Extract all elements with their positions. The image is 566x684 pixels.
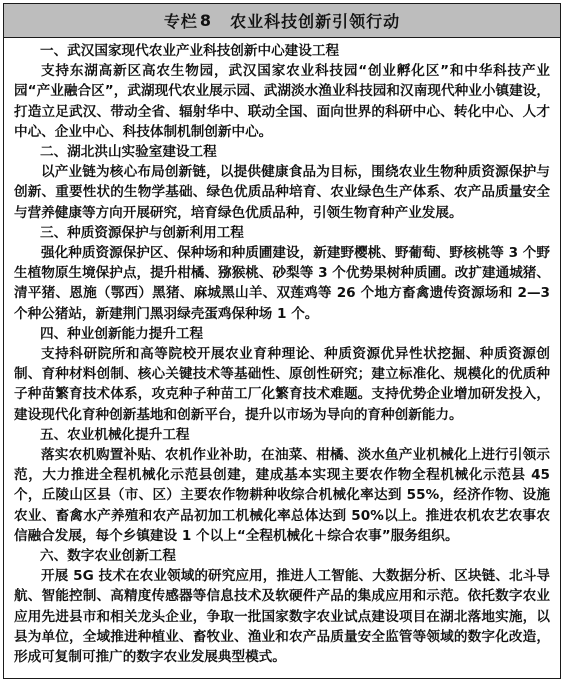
panel-content [4, 38, 560, 667]
section-wuhan-innovation-center [14, 41, 550, 142]
section-seed-innovation [14, 324, 550, 425]
section-heading: 六、数字农业创新工程 [40, 548, 176, 564]
section-body: 以产业链为核心布局创新链，以提供健康食品为目标，围绕农业生物种质资源保护与创新、重要性状的生物学基础、绿色优质品种培育、农业绿色生产体系、农产品质量安全与营养健康等方向开展研究，培育绿色优质品种，引领生物育种产业发展。 [14, 164, 550, 221]
section-heading: 一、武汉国家现代农业产业科技创新中心建设工程 [40, 43, 340, 59]
section-digital-agriculture [14, 546, 550, 667]
section-germplasm-resources [14, 223, 550, 324]
section-body: 支持东湖高新区高农生物园，武汉国家农业科技园“创业孵化区”和中华科技产业园“产业融合区”，武湖现代农业展示园、武湖淡水渔业科技园和汉南现代种业小镇建设，打造立足武汉、带动全省、辐射华中、联动全国、面向世界的科研中心、转化中心、人才中心、企业中心、科技体制机制创新中心。 [14, 63, 550, 140]
panel-title: 农业科技创新引领行动 [230, 12, 401, 31]
section-heading: 四、种业创新能力提升工程 [40, 325, 204, 342]
panel-label: 专栏 [163, 12, 198, 31]
section-heading: 三、种质资源保护与创新利用工程 [40, 224, 244, 241]
section-heading: 二、湖北洪山实验室建设工程 [40, 144, 217, 160]
section-body: 开展 5G 技术在农业领域的研究应用，推进人工智能、大数据分析、区块链、北斗导航、智能控制、高精度传感器等信息技术及软硬件产品的集成应用和示范。依托数字农业应用先进县市和相关龙头企业，争取一批国家数字农业试点建设项目在湖北落地实施，以县为单位，全域推进种植业、畜牧业、渔业和农产品质量安全监管等领域的数字化改造，形成可复制可推广的数字农业发展典型模式。 [14, 568, 550, 665]
section-hongshan-lab [14, 142, 550, 223]
section-body: 支持科研院所和高等院校开展农业育种理论、种质资源优异性状挖掘、种质资源创制、育种材料创制、核心关键技术等基础性、原创性研究；建立标准化、规模化的优质种子种苗繁育技术体系，攻克种子种苗工厂化繁育技术难题。支持优势企业增加研发投入，建设现代化育种创新基地和创新平台，提升以市场为导向的育种创新能力。 [14, 345, 550, 423]
section-body: 落实农机购置补贴、农机作业补助，在油菜、柑橘、淡水鱼产业机械化上进行引领示范，大力推进全程机械化示范县创建，建成基本实现主要农作物全程机械化示范县 45 个，丘陵山区县（市、区）主要农作物耕种收综合机械化率达到 55%，经济作物、设施农业、畜禽水产养殖和农产品初加工机械化率总体达到 50%以上。推进农机农艺农事农信融合发展，每个乡镇建设 1 个以上“全程机械化＋综合农事”服务组织。 [14, 446, 550, 544]
section-mechanization [14, 425, 550, 546]
section-heading: 五、农业机械化提升工程 [40, 426, 190, 443]
panel-title-bar [4, 4, 560, 38]
feature-panel [3, 3, 561, 679]
section-body: 强化种质资源保护区、保种场和种质圃建设，新建野樱桃、野葡萄、野核桃等 3 个野生植物原生境保护点，提升柑橘、猕猴桃、砂梨等 3 个优势果树种质圃。改扩建通城猪、清平猪、恩施（鄂西）黑猪、麻城黑山羊、双莲鸡等 26 个地方畜禽遗传资源场和 2—3 个种公猪站，新建荆门黑羽绿壳蛋鸡保种场 1 个。 [14, 244, 550, 322]
panel-number: 8 [199, 11, 213, 30]
